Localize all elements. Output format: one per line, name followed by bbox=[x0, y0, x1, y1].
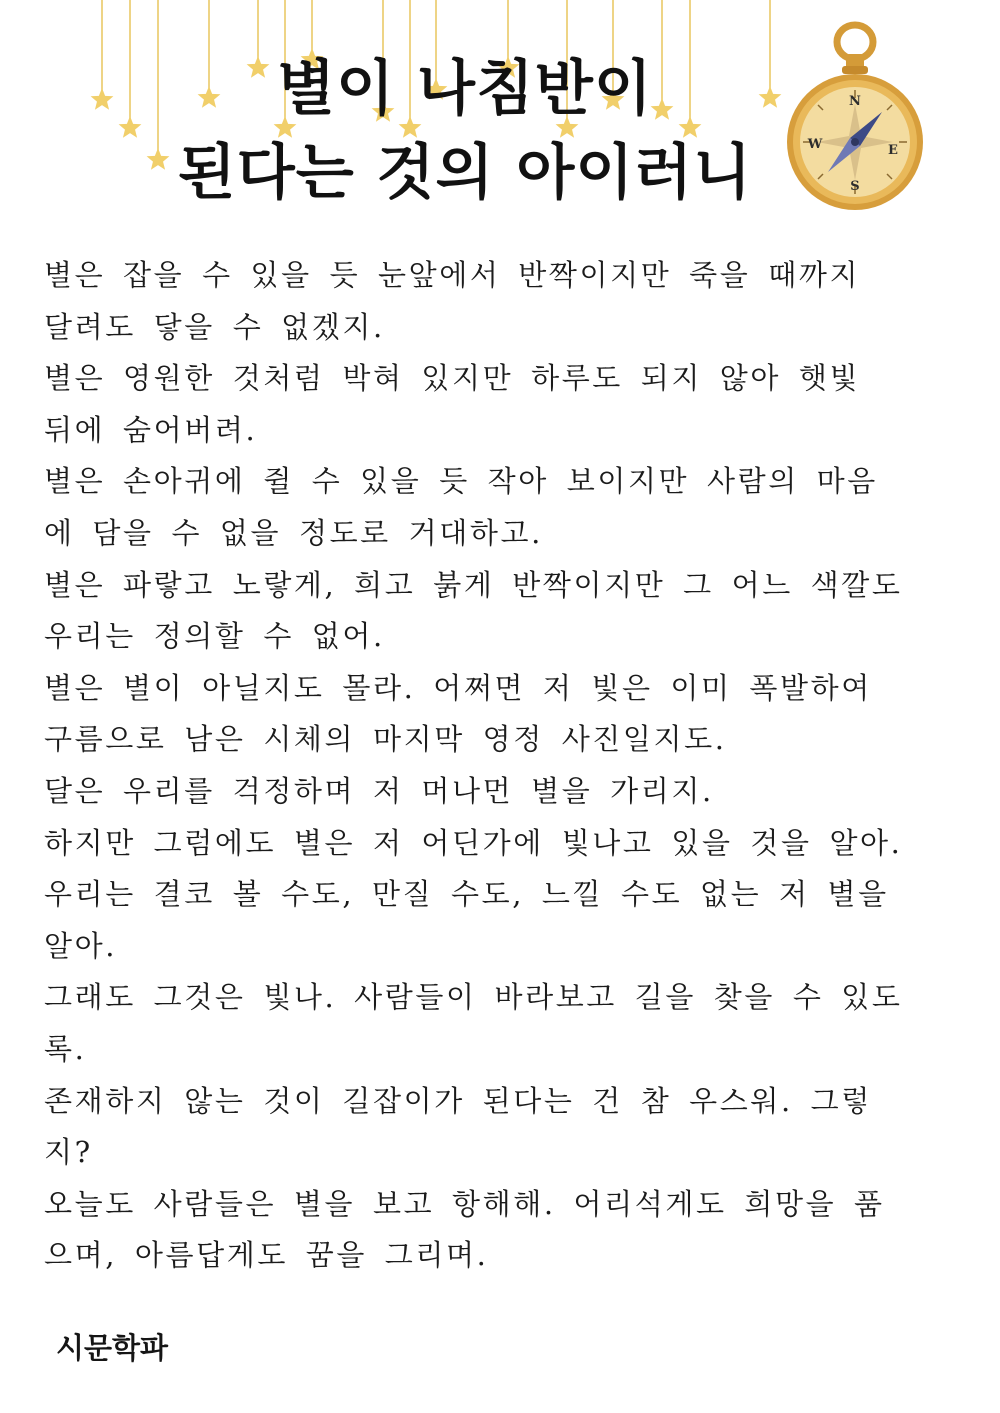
poem-line: 달려도 닿을 수 없겠지. bbox=[44, 309, 385, 344]
poem-line: 별은 잡을 수 있을 듯 눈앞에서 반짝이지만 죽을 때까지 bbox=[44, 258, 861, 292]
page-title-line-1: 별이 나침반이 bbox=[277, 54, 653, 124]
poem-line: 그래도 그것은 빛나. 사람들이 바라보고 길을 찾을 수 있도 bbox=[44, 980, 903, 1015]
poem-line: 별은 파랗고 노랗게, 희고 붉게 반짝이지만 그 어느 색깔도 bbox=[44, 567, 903, 602]
poem-line: 별은 손아귀에 쥘 수 있을 듯 작아 보이지만 사람의 마음 bbox=[44, 464, 878, 499]
poem-line: 구름으로 남은 시체의 마지막 영정 사진일지도. bbox=[44, 722, 727, 757]
poem-body bbox=[44, 250, 944, 1282]
author-signature: 시문학파 bbox=[56, 1331, 169, 1365]
poem-line: 우리는 결코 볼 수도, 만질 수도, 느낄 수도 없는 저 별을 bbox=[44, 877, 889, 912]
poem-line: 우리는 정의할 수 없어. bbox=[44, 619, 385, 654]
poem-line: 하지만 그럼에도 별은 저 어딘가에 빛나고 있을 것을 알아. bbox=[44, 825, 903, 860]
compass-south-label: S bbox=[850, 179, 860, 194]
poem-line: 뒤에 숨어버려. bbox=[44, 412, 258, 447]
page-title-line-2: 된다는 것의 아이러니 bbox=[177, 138, 753, 208]
compass-east-label: E bbox=[888, 143, 898, 158]
poem-line: 알아. bbox=[44, 928, 118, 963]
poem-line: 달은 우리를 걱정하며 저 머나먼 별을 가리지. bbox=[44, 773, 714, 808]
poem-line: 존재하지 않는 것이 길잡이가 된다는 건 참 우스워. 그렇 bbox=[44, 1083, 872, 1118]
poem-line: 지? bbox=[44, 1135, 93, 1170]
compass-west-label: W bbox=[807, 137, 823, 152]
compass-icon bbox=[782, 20, 928, 216]
poem-line: 에 담을 수 없을 정도로 거대하고. bbox=[44, 515, 543, 550]
poem-line: 오늘도 사람들은 별을 보고 항해해. 어리석게도 희망을 품 bbox=[44, 1186, 885, 1221]
poem-line: 별은 영원한 것처럼 박혀 있지만 하루도 되지 않아 햇빛 bbox=[44, 361, 861, 396]
compass-north-label: N bbox=[849, 94, 861, 109]
poem-line: 별은 별이 아닐지도 몰라. 어쩌면 저 빛은 이미 폭발하여 bbox=[44, 670, 872, 705]
poem-line: 으며, 아름답게도 꿈을 그리며. bbox=[44, 1238, 489, 1273]
poem-line: 록. bbox=[44, 1031, 87, 1066]
